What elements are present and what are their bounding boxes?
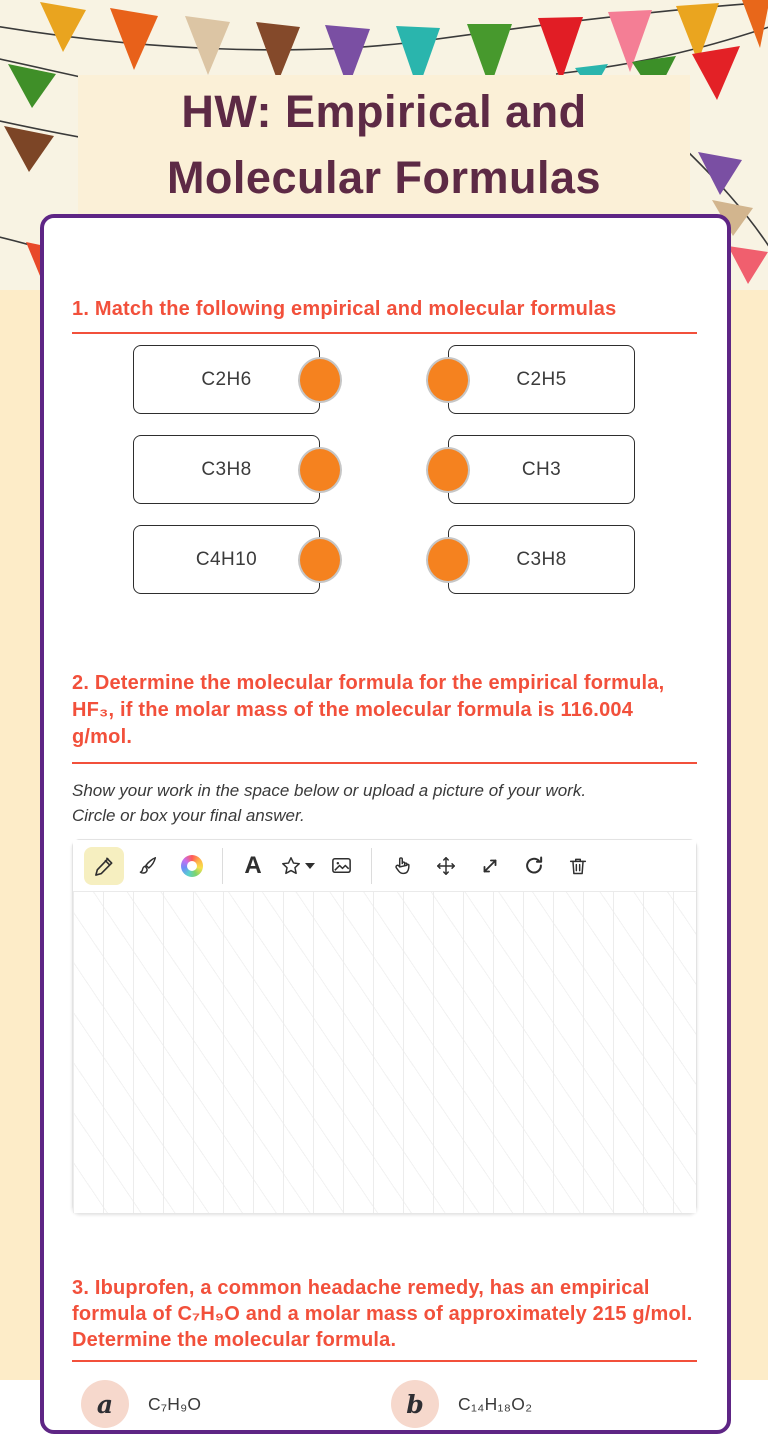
match-connector-dot[interactable] xyxy=(426,537,470,583)
image-icon xyxy=(330,854,353,877)
match-left-item-2[interactable] xyxy=(133,435,320,504)
match-connector-dot[interactable] xyxy=(426,447,470,493)
option-formula: C₁₄H₁₈O₂ xyxy=(458,1393,533,1414)
drawing-canvas[interactable] xyxy=(73,892,696,1213)
instructions-line-2: Circle or box your final answer. xyxy=(72,806,305,825)
brush-icon xyxy=(137,855,159,877)
match-left-item-3[interactable] xyxy=(133,525,320,594)
option-letter-badge: b xyxy=(391,1380,439,1428)
question-3-heading: 3. Ibuprofen, a common headache remedy, has an empirical formula of C₇H₉O and a molar mass of approximately 215 g/mol. Determine the molecular formula. xyxy=(72,1275,697,1362)
text-tool-icon: A xyxy=(244,851,262,879)
toolbar-divider xyxy=(222,848,223,884)
answer-option-a[interactable] xyxy=(81,1380,201,1428)
question-2-instructions xyxy=(72,778,697,828)
matching-exercise xyxy=(72,345,697,594)
pencil-icon xyxy=(93,854,116,877)
match-row xyxy=(72,435,697,504)
match-left-label: C2H6 xyxy=(201,368,252,390)
hand-select-button[interactable] xyxy=(382,847,422,885)
match-left-label: C4H10 xyxy=(195,548,258,570)
title-box xyxy=(78,75,690,214)
redo-icon xyxy=(523,855,545,877)
trash-icon xyxy=(567,855,589,877)
match-right-label: C3H8 xyxy=(516,548,567,570)
text-tool-button[interactable] xyxy=(233,847,273,885)
match-connector-dot[interactable] xyxy=(426,357,470,403)
clear-canvas-button[interactable] xyxy=(558,847,598,885)
match-right-item-2[interactable] xyxy=(448,435,635,504)
redo-button[interactable] xyxy=(514,847,554,885)
color-wheel-icon xyxy=(181,855,203,877)
worksheet-title: HW: Empirical and Molecular Formulas xyxy=(166,85,602,203)
hand-pointer-icon xyxy=(391,855,413,877)
shapes-tool-button[interactable] xyxy=(277,847,317,885)
resize-tool-button[interactable] xyxy=(470,847,510,885)
match-right-item-3[interactable] xyxy=(448,525,635,594)
question-1-heading: 1. Match the following empirical and molecular formulas xyxy=(72,296,697,334)
match-left-label: C3H8 xyxy=(201,458,252,480)
drawing-widget xyxy=(72,839,697,1213)
match-row xyxy=(72,345,697,414)
brush-tool-button[interactable] xyxy=(128,847,168,885)
resize-diagonal-icon xyxy=(479,855,501,877)
instructions-line-1: Show your work in the space below or upload a picture of your work. xyxy=(72,781,587,800)
move-icon xyxy=(435,855,457,877)
answer-options xyxy=(72,1380,697,1435)
drawing-toolbar xyxy=(73,840,696,892)
option-formula: C₇H₉O xyxy=(148,1393,202,1414)
match-connector-dot[interactable] xyxy=(298,537,342,583)
question-2-heading: 2. Determine the molecular formula for the empirical formula, HF₃, if the molar mass of the molecular formula is 116.004 g/mol. xyxy=(72,670,697,764)
match-connector-dot[interactable] xyxy=(298,357,342,403)
pencil-tool-button[interactable] xyxy=(84,847,124,885)
match-right-item-1[interactable] xyxy=(448,345,635,414)
insert-image-button[interactable] xyxy=(321,847,361,885)
chevron-down-icon xyxy=(305,863,315,869)
match-connector-dot[interactable] xyxy=(298,447,342,493)
match-right-label: CH3 xyxy=(521,458,562,480)
match-left-item-1[interactable] xyxy=(133,345,320,414)
star-icon xyxy=(280,855,302,877)
worksheet-card xyxy=(40,214,731,1434)
answer-option-b[interactable] xyxy=(391,1380,532,1428)
color-wheel-button[interactable] xyxy=(172,847,212,885)
match-row xyxy=(72,525,697,594)
toolbar-divider xyxy=(371,848,372,884)
option-letter-badge: a xyxy=(81,1380,129,1428)
move-tool-button[interactable] xyxy=(426,847,466,885)
match-right-label: C2H5 xyxy=(516,368,567,390)
